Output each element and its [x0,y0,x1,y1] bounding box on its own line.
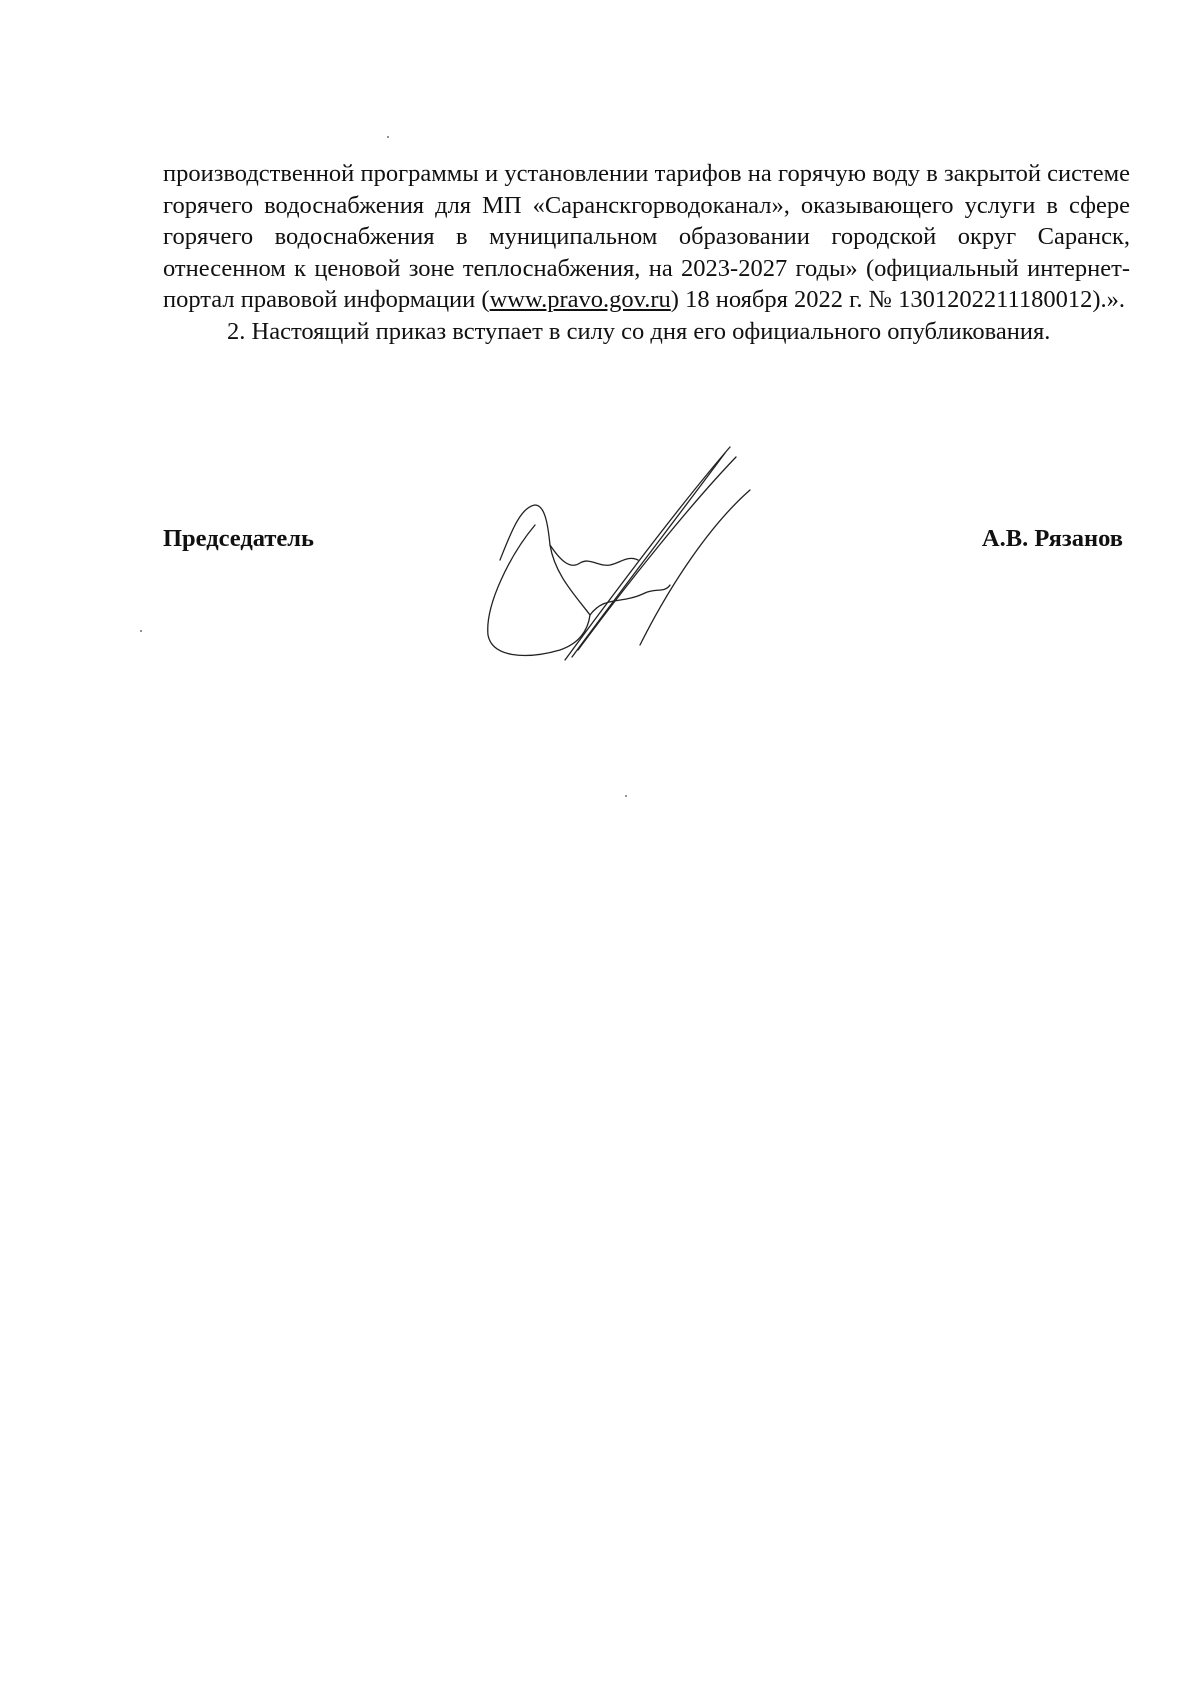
signature-stroke-4 [640,490,750,645]
paragraph-2: 2. Настоящий приказ вступает в силу со дня его официального опубликования. [227,317,1051,345]
paragraph-1 [163,158,1130,316]
handwritten-signature [480,445,800,675]
scan-speck [140,630,142,632]
signature-stroke-3 [578,457,736,650]
signatory-title: Председатель [163,525,314,552]
pravo-link[interactable]: www.pravo.gov.ru [489,286,671,314]
paragraph-1-text: производственной программы и установлении тарифов на горячую воду в закрытой системе горячего водоснабжения для МП «Саранскгорводоканал», оказывающего услуги в сфере горячего водоснабжения в муниципальном образовании городской округ Саранск, отнесенном к ценовой зоне теплоснабжения, на 2023-2027 годы» (официальный интернет-портал правовой информации ( [163,160,1130,314]
scan-speck [625,795,627,797]
signature-wave [550,545,638,565]
paragraph-1-tail: ) 18 ноября 2022 г. № 1301202211180012).». [670,286,1125,314]
scan-speck [387,136,389,138]
signatory-name: А.В. Рязанов [981,525,1123,552]
document-body [163,158,1130,348]
signature-loop [488,505,590,655]
